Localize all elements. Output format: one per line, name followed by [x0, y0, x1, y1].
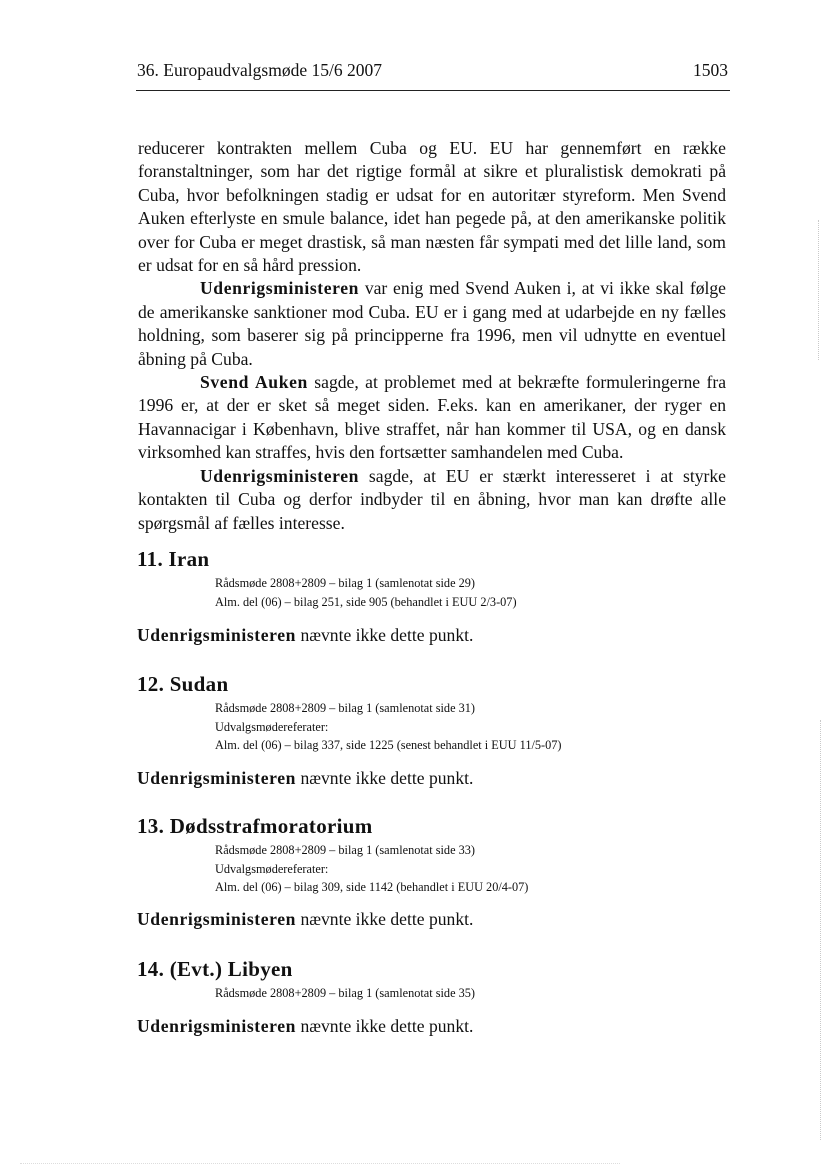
scan-edge-mark	[818, 220, 819, 360]
note-text: nævnte ikke dette punkt.	[296, 1016, 474, 1036]
paragraph	[138, 465, 726, 535]
paragraph	[138, 277, 726, 371]
reference-item: Alm. del (06) – bilag 309, side 1142 (behandlet i EUU 20/4-07)	[215, 880, 529, 894]
scan-bottom-mark	[20, 1163, 620, 1164]
section-dodsstrafmoratorium	[137, 813, 727, 897]
speaker-name: Udenrigsministeren	[137, 625, 297, 645]
header-rule	[136, 90, 730, 91]
speaker-name: Udenrigsministeren	[137, 909, 297, 929]
paragraph-text: var enig med Svend Auken i, at vi ikke skal følge de amerikanske sanktioner mod Cuba. EU er i gang med at udarbejde en ny fælles holdning, som baserer sig på principperne fra 1996, men vil udnytte en eventuel åbning på Cuba.	[138, 278, 726, 369]
note-text: nævnte ikke dette punkt.	[296, 909, 474, 929]
page-number: 1503	[693, 60, 728, 80]
reference-list	[215, 699, 727, 755]
section-note	[137, 768, 473, 789]
reference-item: Udvalgsmødereferater:	[215, 719, 329, 734]
reference-item: Alm. del (06) – bilag 337, side 1225 (senest behandlet i EUU 11/5-07)	[215, 738, 562, 752]
reference-item: Rådsmøde 2808+2809 – bilag 1 (samlenotat side 33)	[215, 843, 476, 857]
section-sudan	[137, 671, 727, 755]
section-title: 14. (Evt.) Libyen	[137, 957, 293, 981]
body-text	[138, 137, 726, 535]
paragraph	[138, 371, 726, 465]
speaker-name: Udenrigsministeren	[200, 465, 360, 486]
paragraph-text: reducerer kontrakten mellem Cuba og EU. EU har gennemført en række foranstaltninger, som har det rigtige formål at sikre et pluralistisk demokrati på Cuba, hvor befolkningen stadig er udsat for en autoritær styreform. Men Svend Auken efterlyste en smule balance, idet han pegede på, at den amerikanske politik over for Cuba er meget drastisk, så man næsten får sympati med det lille land, som er udsat for en så hård pression.	[138, 138, 726, 276]
section-title: 11. Iran	[137, 547, 210, 571]
speaker-name: Svend Auken	[200, 372, 308, 393]
page-header	[137, 60, 728, 90]
paragraph-text: sagde, at EU er stærkt interesseret i at styrke kontakten til Cuba og derfor indbyder til en åbning, hvor man kan drøfte alle spørgsmål af fælles interesse.	[138, 465, 726, 533]
reference-item: Rådsmøde 2808+2809 – bilag 1 (samlenotat side 29)	[215, 576, 476, 590]
section-libyen	[137, 956, 727, 1003]
section-title: 13. Dødsstrafmoratorium	[137, 814, 373, 838]
reference-list	[215, 841, 727, 897]
reference-list	[215, 984, 727, 1003]
reference-item: Alm. del (06) – bilag 251, side 905 (behandlet i EUU 2/3-07)	[215, 594, 517, 609]
section-iran	[137, 546, 727, 611]
scan-edge-mark	[820, 720, 821, 1140]
reference-item: Udvalgsmødereferater:	[215, 861, 329, 876]
reference-item: Rådsmøde 2808+2809 – bilag 1 (samlenotat side 31)	[215, 701, 476, 715]
reference-list	[215, 574, 727, 611]
section-title: 12. Sudan	[137, 672, 229, 696]
paragraph	[138, 137, 726, 277]
section-note	[137, 909, 473, 930]
note-text: nævnte ikke dette punkt.	[296, 625, 474, 645]
reference-item: Rådsmøde 2808+2809 – bilag 1 (samlenotat side 35)	[215, 986, 476, 1000]
header-title: 36. Europaudvalgsmøde 15/6 2007	[137, 60, 382, 80]
section-note	[137, 1016, 473, 1037]
speaker-name: Udenrigsministeren	[137, 768, 297, 788]
section-note	[137, 625, 473, 646]
speaker-name: Udenrigsministeren	[137, 1016, 297, 1036]
paragraph-text: sagde, at problemet med at bekræfte formuleringerne fra 1996 er, at der er sket så meget siden. F.eks. kan en amerikaner, der ryger en Havannacigar i København, blive straffet, når han kommer til USA, og en dansk virksomhed kan straffes, hvis den fortsætter samhandelen med Cuba.	[138, 372, 727, 463]
note-text: nævnte ikke dette punkt.	[296, 768, 474, 788]
speaker-name: Udenrigsministeren	[200, 278, 360, 299]
